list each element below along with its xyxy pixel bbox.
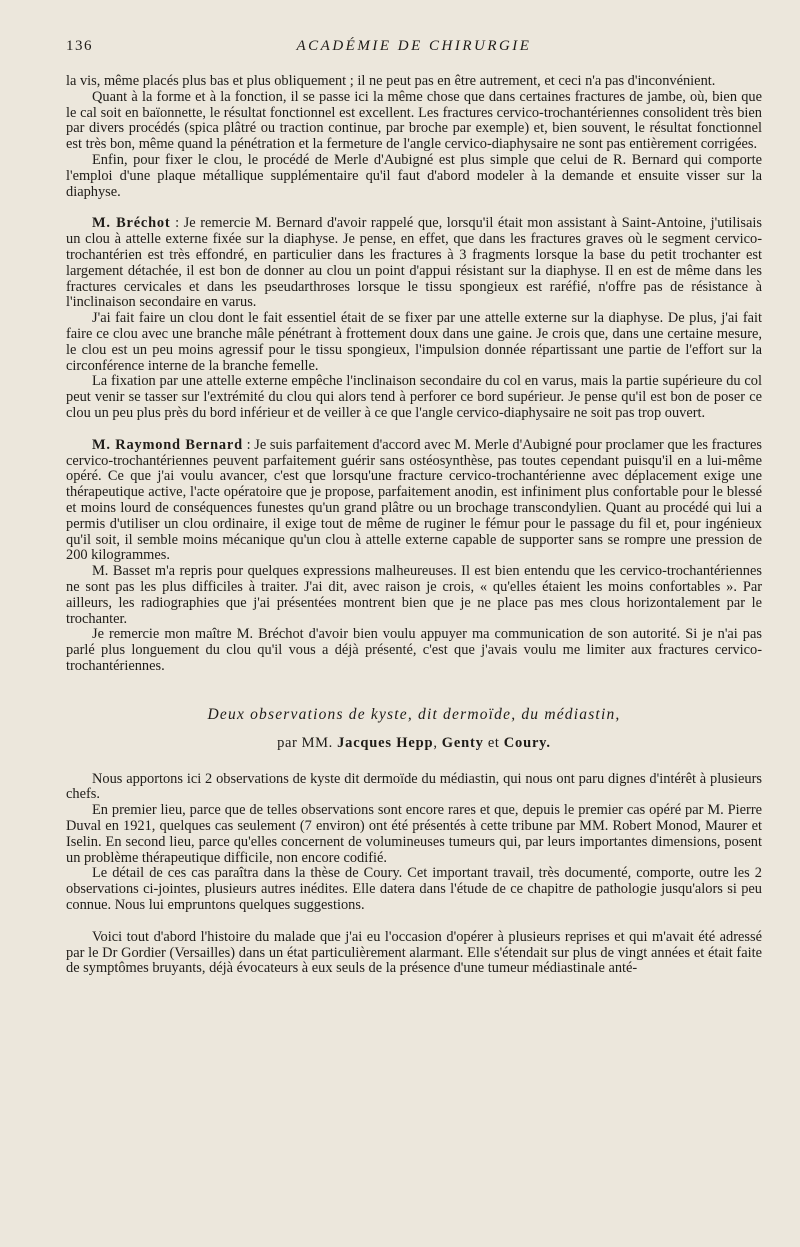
- document-body: [66, 74, 762, 977]
- paragraph: Le détail de ces cas paraîtra dans la thèse de Coury. Cet important travail, très documenté, comporte, outre les 2 observations ci-jointes, plusieurs autres inédites. Elle datera dans l'étude de ce chapitre de pathologie jusqu'alors si peu connue. Nous lui empruntons quelques suggestions.: [66, 865, 762, 914]
- author-name: Coury.: [503, 734, 551, 751]
- paragraph: Je remercie mon maître M. Bréchot d'avoir bien voulu appuyer ma communication de son autorité. Si je n'ai pas parlé plus longuement du clou qu'il vous a déjà présenté, c'est que j'avais voulu me limiter aux fractures cervico-trochantériennes.: [66, 626, 762, 674]
- authors-conjunction: et: [487, 734, 500, 751]
- paragraph-text: : Je suis parfaitement d'accord avec M. Merle d'Aubigné pour proclamer que les fractures cervico-trochantériennes peuvent parfaitement guérir sans ostéosynthèse, pas toutes cependant puisqu'il en a lui-même opéré. Ce que j'ai voulu avancer, c'est que lorsqu'une fracture cervico-trochantérienne avec déplacement exige une thérapeutique active, l'acte opératoire que je propose, parfaitement anodin, est infiniment plus confortable pour le blessé et moins lourd de conséquences funestes qu'un grand plâtre ou un brochage transcondylien. Quant au procédé qui lui a permis d'utiliser un clou ordinaire, il exige tout de même de ruginer le fémur pour le passage du fil et, pour ingénieux qu'il soit, il semble moins mécanique qu'un clou à attelle externe capable de supporter sans se rompre une pression de 200 kilogrammes.: [66, 436, 762, 564]
- article-authors: par MM. Jacques Hepp, Genty et Coury.: [277, 734, 551, 751]
- paragraph: Voici tout d'abord l'histoire du malade que j'ai eu l'occasion d'opérer à plusieurs reprises et qui m'avait été adressé par le Dr Gordier (Versailles) dans un état particulièrement alarmant. Elle s'étendait sur plus de vingt années et était faite de symptômes bruyants, déjà évocateurs à eux seuls de la présence d'une tumeur médiastinale anté-: [66, 928, 762, 977]
- paragraph: M. Basset m'a repris pour quelques expressions malheureuses. Il est bien entendu que les cervico-trochantériennes ne sont pas les plus difficiles à traiter. J'ai dit, avec raison je crois, « qu'elles étaient les moins confortables ». Par ailleurs, les radiographies que j'ai présentées montrent bien que je ne place pas mes clous horizontalement par le trochanter.: [66, 563, 762, 627]
- article-title: Deux observations de kyste, dit dermoïde, du médiastin,: [207, 705, 621, 723]
- authors-prefix: par MM.: [277, 734, 333, 751]
- paragraph: En premier lieu, parce que de telles observations sont encore rares et que, depuis le premier cas opéré par M. Pierre Duval en 1921, quelques cas seulement (7 environ) ont été présentés à cette tribune par MM. Robert Monod, Maurer et Iselin. En second lieu, parce qu'elles concernent de volumineuses tumeurs qui, par leurs importantes dimensions, posent un problème thérapeutique difficile, non encore codifié.: [66, 802, 762, 866]
- author-name: Genty: [441, 734, 484, 751]
- paragraph-text: : Je remercie M. Bernard d'avoir rappelé que, lorsqu'il était mon assistant à Saint-Antoine, j'utilisais un clou à attelle externe fixée sur la diaphyse. Je pense, en effet, que dans les fractures graves où le segment cervico-trochantérien est très effondré, en particulier dans les fractures à 3 fragments lorsque la base du petit trochanter est largement détachée, il est bon de donner au clou un point d'appui résistant sur la diaphyse. Il en est de même dans les fractures cervicales et dans les pseudarthroses lorsque le tissu spongieux est raréfié, n'offre pas de résistance à l'inclinaison secondaire en varus.: [66, 215, 762, 311]
- journal-title: ACADÉMIE DE CHIRURGIE: [296, 38, 532, 54]
- speaker-name: M. Bréchot: [92, 215, 171, 232]
- paragraph: la vis, même placés plus bas et plus obliquement ; il ne peut pas en être autrement, et ceci n'a pas d'inconvénient.: [66, 73, 716, 89]
- spacer: [66, 200, 762, 216]
- paragraph: La fixation par une attelle externe empêche l'inclinaison secondaire du col en varus, mais la partie supérieure du col peut venir se tasser sur l'extrémité du clou qui alors tend à perforer ce bord supérieur. Je pense qu'il est bon de poser ce clou un peu plus près du bord inférieur et de veiller à ce que l'angle cervico-diaphysaire ne soit pas trop ouvert.: [66, 373, 762, 421]
- paragraph: Enfin, pour fixer le clou, le procédé de Merle d'Aubigné est plus simple que celui de R. Bernard qui comporte l'emploi d'une plaque métallique supplémentaire qu'il faut d'abord modeler à la demande et ensuite visser sur la diaphyse.: [66, 151, 762, 200]
- paragraph: J'ai fait faire un clou dont le fait essentiel était de se fixer par une attelle externe sur la diaphyse. De plus, j'ai fait faire ce clou avec une branche mâle pénétrant à frottement doux dans une gaine. Je crois que, dans une certaine mesure, le clou est un peu moins agressif pour le tissu spongieux, l'impulsion donnée répartissant une partie de l'effort sur la circonférence interne de la branche femelle.: [66, 310, 762, 374]
- running-header: [66, 38, 762, 64]
- page-number: 136: [66, 38, 93, 54]
- paragraph: Quant à la forme et à la fonction, il se passe ici la même chose que dans certaines fractures de jambe, où, bien que le cal soit en baïonnette, le résultat fonctionnel est excellent. Les fractures cervico-trochantériennes consolident très bien par divers procédés (spica plâtré ou traction continue, par broche par exemple) et, bien souvent, le résultat fonctionnel est très bon, même quand la pénétration et la fermeture de l'angle cervico-diaphysaire ne sont pas entièrement corrigées.: [66, 88, 762, 153]
- author-name: Jacques Hepp: [337, 734, 434, 751]
- spacer: [66, 752, 762, 772]
- spacer: [66, 422, 762, 438]
- paragraph: Nous apportons ici 2 observations de kyste dit dermoïde du médiastin, qui nous ont paru dignes d'intérêt à plusieurs chefs.: [66, 770, 762, 803]
- discussion-bernard: [66, 438, 762, 564]
- discussion-brechot: [66, 216, 762, 311]
- spacer: [66, 914, 762, 930]
- speaker-name: M. Raymond Bernard: [92, 436, 243, 453]
- spacer: [66, 675, 762, 705]
